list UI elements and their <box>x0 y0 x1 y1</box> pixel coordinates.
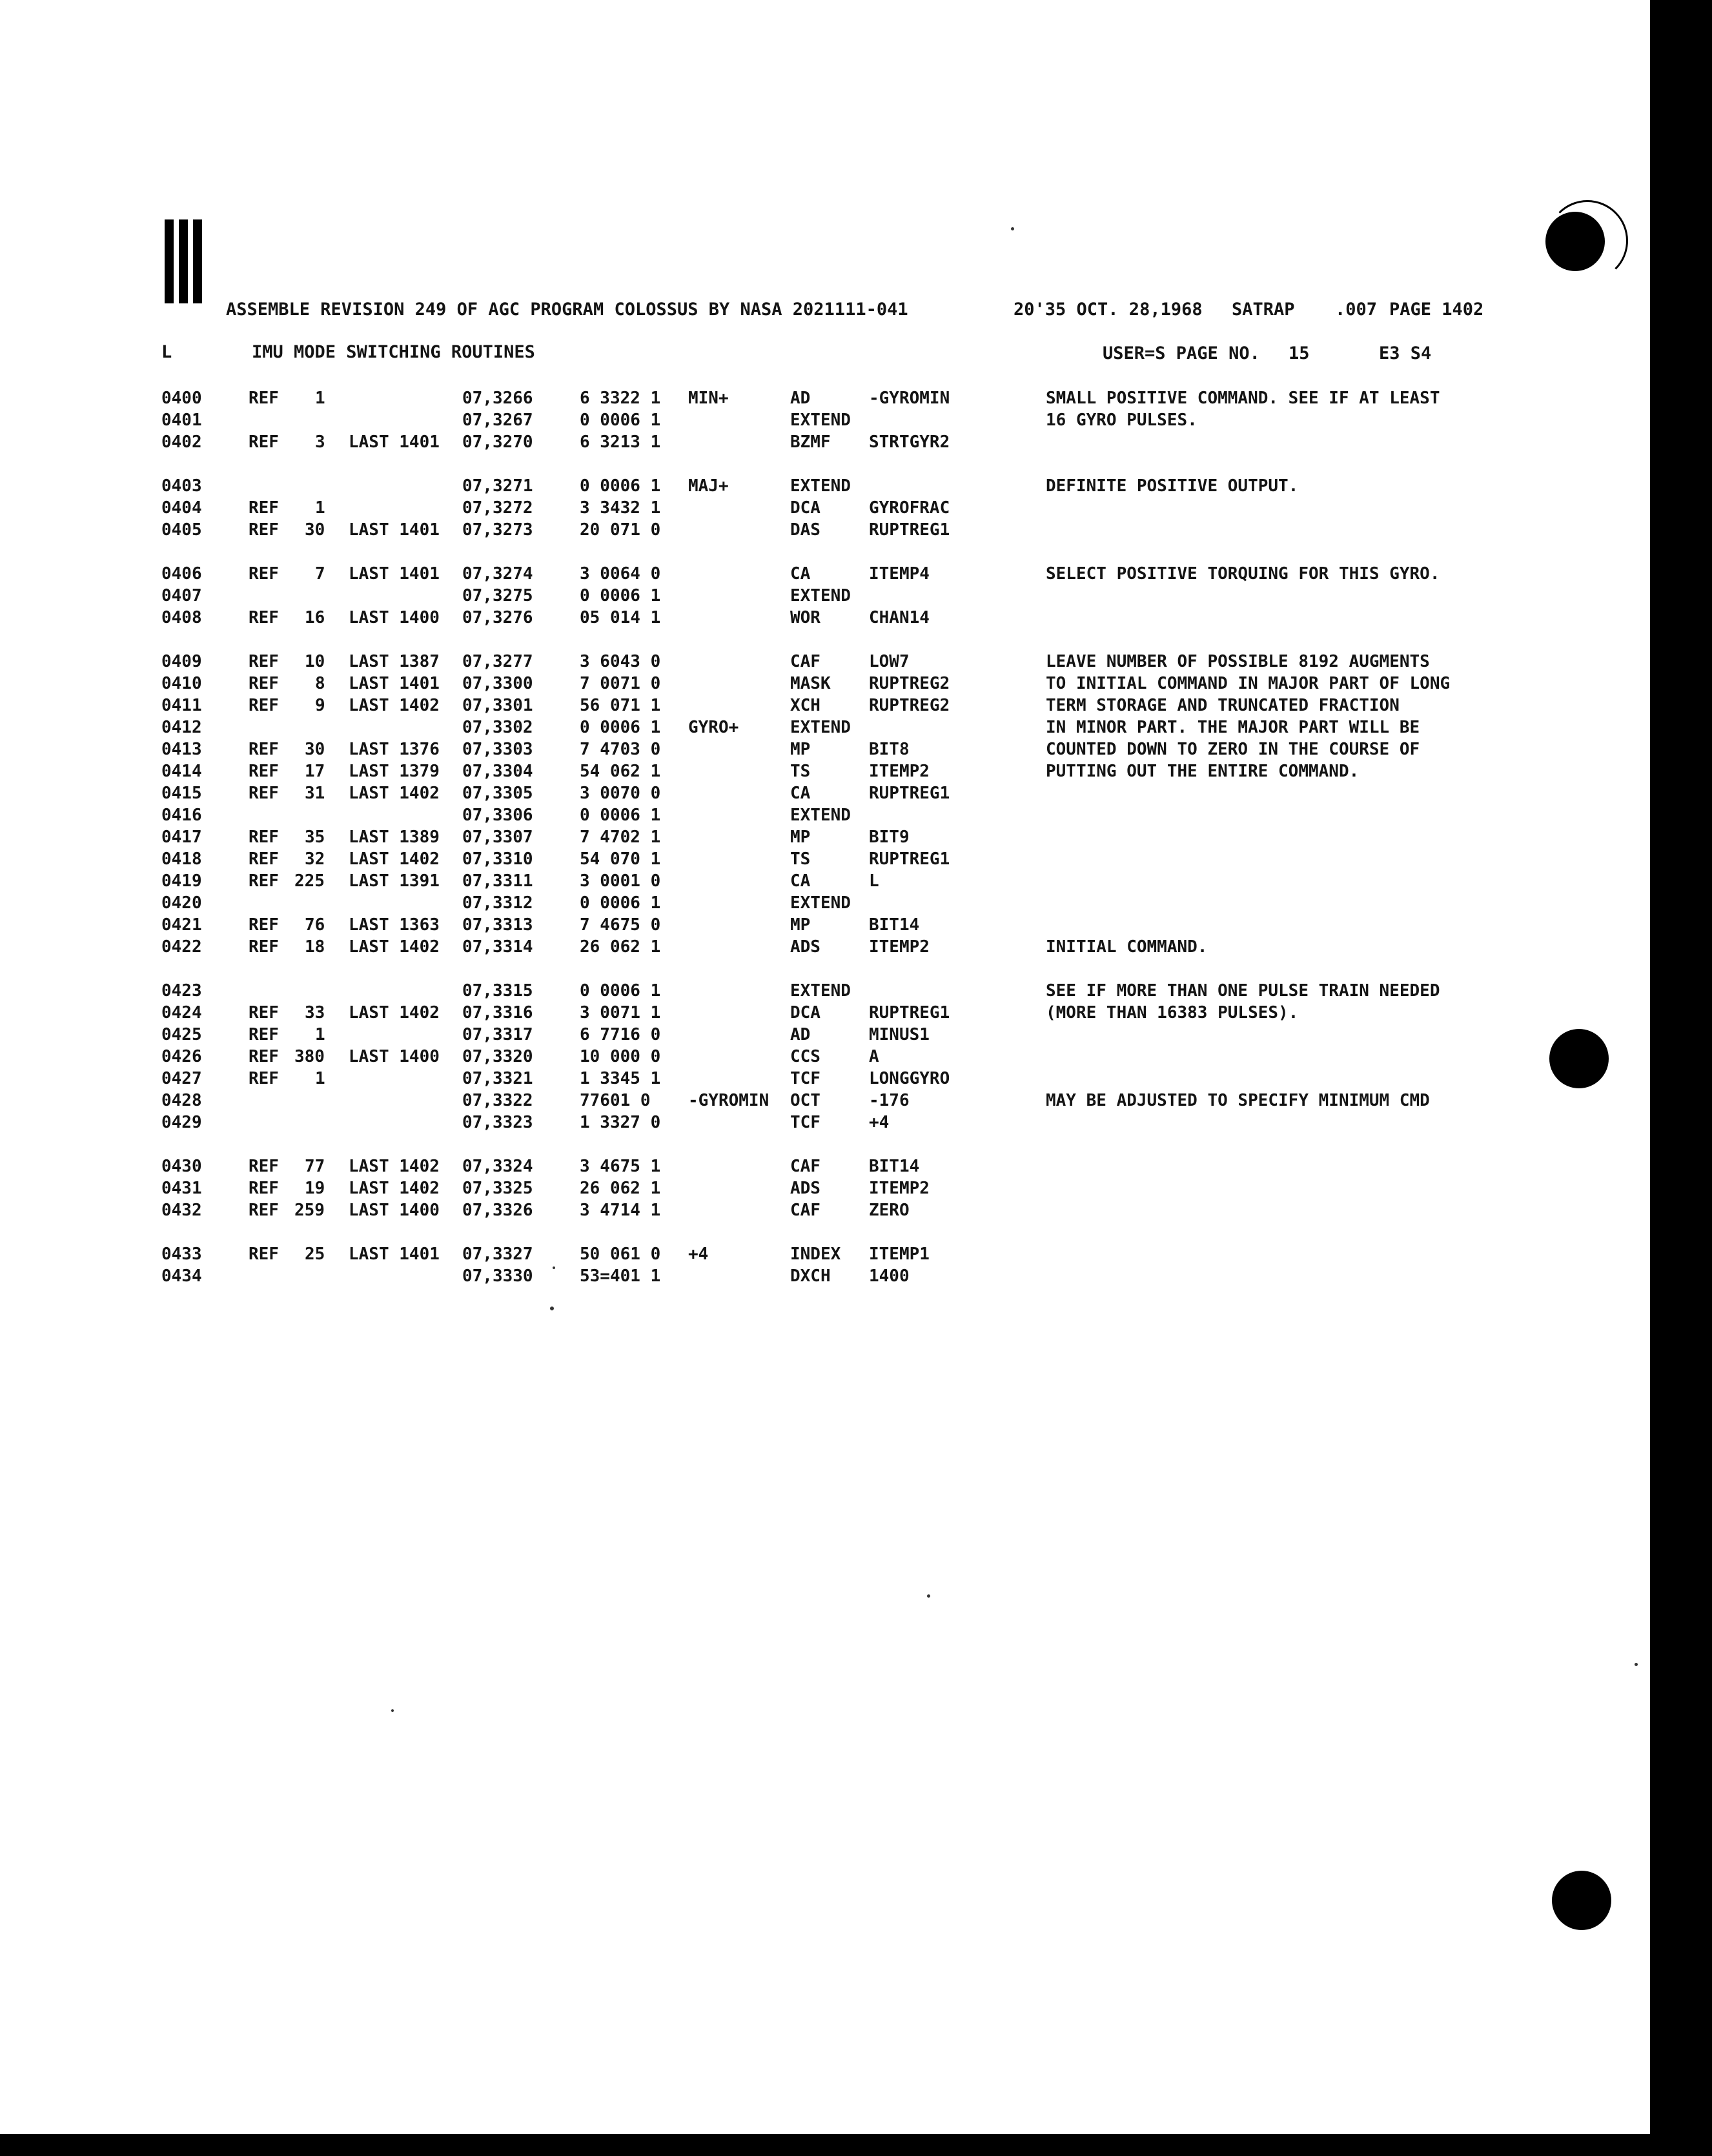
ref-marker: REF <box>249 762 279 781</box>
line-number: 0414 <box>161 762 202 781</box>
ref-marker: REF <box>249 520 279 540</box>
ref-count: 16 <box>305 608 325 627</box>
address: 07,3274 <box>462 564 533 584</box>
operand: RUPTREG2 <box>869 696 950 715</box>
operand: RUPTREG1 <box>869 849 950 869</box>
last-ref: LAST 1401 <box>349 564 440 584</box>
page-number: PAGE 1402 <box>1389 300 1484 320</box>
operand: BIT9 <box>869 828 910 847</box>
address: 07,3312 <box>462 893 533 913</box>
opcode: AD <box>790 1025 811 1044</box>
operand: STRTGYR2 <box>869 432 950 452</box>
line-number: 0422 <box>161 937 202 957</box>
ref-marker: REF <box>249 740 279 759</box>
address: 07,3272 <box>462 498 533 518</box>
last-ref: LAST 1401 <box>349 520 440 540</box>
section-ref: E3 S4 <box>1379 343 1432 363</box>
operand: ITEMP2 <box>869 937 930 957</box>
octal-code: 56 071 1 <box>580 696 661 715</box>
opcode: XCH <box>790 696 820 715</box>
symbol-label: +4 <box>688 1245 709 1264</box>
scan-speck <box>550 1307 554 1310</box>
ref-count: 225 <box>294 871 325 891</box>
opcode: EXTEND <box>790 476 851 496</box>
opcode: CA <box>790 564 811 584</box>
opcode: MP <box>790 740 811 759</box>
listing-code: L <box>161 342 172 362</box>
ref-marker: REF <box>249 784 279 803</box>
octal-code: 6 3213 1 <box>580 432 661 452</box>
listing-version: .007 <box>1335 300 1378 320</box>
address: 07,3267 <box>462 411 533 430</box>
octal-code: 20 071 0 <box>580 520 661 540</box>
last-ref: LAST 1401 <box>349 674 440 693</box>
ref-count: 1 <box>315 1025 325 1044</box>
opcode: DCA <box>790 1003 820 1022</box>
opcode: MASK <box>790 674 831 693</box>
scan-speck <box>391 1709 394 1712</box>
address: 07,3325 <box>462 1179 533 1198</box>
octal-code: 7 0071 0 <box>580 674 661 693</box>
operand: ITEMP2 <box>869 762 930 781</box>
comment: MAY BE ADJUSTED TO SPECIFY MINIMUM CMD <box>1046 1091 1430 1110</box>
octal-code: 3 0071 1 <box>580 1003 661 1022</box>
operand: ITEMP1 <box>869 1245 930 1264</box>
opcode: CAF <box>790 652 820 671</box>
address: 07,3326 <box>462 1201 533 1220</box>
comment: 16 GYRO PULSES. <box>1046 411 1197 430</box>
opcode: WOR <box>790 608 820 627</box>
operand: A <box>869 1047 879 1066</box>
ref-marker: REF <box>249 498 279 518</box>
octal-code: 0 0006 1 <box>580 806 661 825</box>
line-number: 0433 <box>161 1245 202 1264</box>
ref-count: 31 <box>305 784 325 803</box>
octal-code: 3 4675 1 <box>580 1157 661 1176</box>
line-number: 0400 <box>161 389 202 408</box>
ref-marker: REF <box>249 696 279 715</box>
ref-count: 1 <box>315 389 325 408</box>
last-ref: LAST 1402 <box>349 937 440 957</box>
operand: 1400 <box>869 1266 910 1286</box>
ref-marker: REF <box>249 1047 279 1066</box>
last-ref: LAST 1402 <box>349 784 440 803</box>
line-number: 0412 <box>161 718 202 737</box>
address: 07,3320 <box>462 1047 533 1066</box>
octal-code: 7 4675 0 <box>580 915 661 935</box>
ref-count: 380 <box>294 1047 325 1066</box>
octal-code: 54 062 1 <box>580 762 661 781</box>
comment: (MORE THAN 16383 PULSES). <box>1046 1003 1299 1022</box>
ref-count: 10 <box>305 652 325 671</box>
line-number: 0401 <box>161 411 202 430</box>
octal-code: 0 0006 1 <box>580 586 661 605</box>
ref-count: 35 <box>305 828 325 847</box>
address: 07,3317 <box>462 1025 533 1044</box>
last-ref: LAST 1391 <box>349 871 440 891</box>
address: 07,3270 <box>462 432 533 452</box>
opcode: ADS <box>790 1179 820 1198</box>
opcode: CAF <box>790 1157 820 1176</box>
opcode: EXTEND <box>790 893 851 913</box>
line-number: 0427 <box>161 1069 202 1088</box>
address: 07,3266 <box>462 389 533 408</box>
ref-count: 17 <box>305 762 325 781</box>
scan-speck <box>927 1594 930 1598</box>
opcode: EXTEND <box>790 806 851 825</box>
address: 07,3315 <box>462 981 533 1001</box>
ref-count: 19 <box>305 1179 325 1198</box>
address: 07,3321 <box>462 1069 533 1088</box>
octal-code: 3 3432 1 <box>580 498 661 518</box>
comment: DEFINITE POSITIVE OUTPUT. <box>1046 476 1299 496</box>
octal-code: 3 0001 0 <box>580 871 661 891</box>
octal-code: 10 000 0 <box>580 1047 661 1066</box>
opcode: ADS <box>790 937 820 957</box>
scan-border-bottom <box>0 2134 1712 2156</box>
line-number: 0419 <box>161 871 202 891</box>
address: 07,3310 <box>462 849 533 869</box>
listing-timestamp: 20'35 OCT. 28,1968 <box>1014 300 1203 320</box>
octal-code: 0 0006 1 <box>580 476 661 496</box>
operand: LOW7 <box>869 652 910 671</box>
operand: ITEMP2 <box>869 1179 930 1198</box>
operand: BIT14 <box>869 1157 920 1176</box>
address: 07,3275 <box>462 586 533 605</box>
ref-count: 25 <box>305 1245 325 1264</box>
line-number: 0407 <box>161 586 202 605</box>
operand: -GYROMIN <box>869 389 950 408</box>
symbol-label: MIN+ <box>688 389 729 408</box>
ref-count: 33 <box>305 1003 325 1022</box>
address: 07,3277 <box>462 652 533 671</box>
operand: -176 <box>869 1091 910 1110</box>
listing-user: SATRAP <box>1232 300 1295 320</box>
octal-code: 6 3322 1 <box>580 389 661 408</box>
ref-count: 7 <box>315 564 325 584</box>
opcode: DAS <box>790 520 820 540</box>
comment: PUTTING OUT THE ENTIRE COMMAND. <box>1046 762 1360 781</box>
opcode: DCA <box>790 498 820 518</box>
line-number: 0431 <box>161 1179 202 1198</box>
line-number: 0403 <box>161 476 202 496</box>
address: 07,3307 <box>462 828 533 847</box>
line-number: 0421 <box>161 915 202 935</box>
last-ref: LAST 1402 <box>349 1003 440 1022</box>
address: 07,3324 <box>462 1157 533 1176</box>
line-number: 0418 <box>161 849 202 869</box>
line-number: 0428 <box>161 1091 202 1110</box>
address: 07,3327 <box>462 1245 533 1264</box>
octal-code: 3 6043 0 <box>580 652 661 671</box>
octal-code: 1 3327 0 <box>580 1113 661 1132</box>
octal-code: 3 4714 1 <box>580 1201 661 1220</box>
line-number: 0408 <box>161 608 202 627</box>
octal-code: 50 061 0 <box>580 1245 661 1264</box>
last-ref: LAST 1363 <box>349 915 440 935</box>
comment: IN MINOR PART. THE MAJOR PART WILL BE <box>1046 718 1420 737</box>
opcode: EXTEND <box>790 718 851 737</box>
opcode: TS <box>790 849 811 869</box>
opcode: CA <box>790 871 811 891</box>
line-number: 0429 <box>161 1113 202 1132</box>
operand: RUPTREG2 <box>869 674 950 693</box>
punch-hole-bottom <box>1552 1871 1611 1930</box>
operand: CHAN14 <box>869 608 930 627</box>
address: 07,3301 <box>462 696 533 715</box>
last-ref: LAST 1401 <box>349 1245 440 1264</box>
line-number: 0415 <box>161 784 202 803</box>
last-ref: LAST 1402 <box>349 1157 440 1176</box>
symbol-label: MAJ+ <box>688 476 729 496</box>
scan-speck <box>1011 227 1014 230</box>
line-number: 0413 <box>161 740 202 759</box>
opcode: MP <box>790 828 811 847</box>
opcode: INDEX <box>790 1245 841 1264</box>
line-number: 0405 <box>161 520 202 540</box>
operand: MINUS1 <box>869 1025 930 1044</box>
ref-marker: REF <box>249 1201 279 1220</box>
operand: RUPTREG1 <box>869 784 950 803</box>
symbol-label: GYRO+ <box>688 718 739 737</box>
line-number: 0402 <box>161 432 202 452</box>
octal-code: 3 0070 0 <box>580 784 661 803</box>
octal-code: 7 4702 1 <box>580 828 661 847</box>
address: 07,3302 <box>462 718 533 737</box>
user-page-label: USER=S PAGE NO. <box>1103 343 1260 363</box>
last-ref: LAST 1400 <box>349 1201 440 1220</box>
line-number: 0409 <box>161 652 202 671</box>
opcode: AD <box>790 389 811 408</box>
octal-code: 7 4703 0 <box>580 740 661 759</box>
octal-code: 26 062 1 <box>580 937 661 957</box>
operand: +4 <box>869 1113 890 1132</box>
ref-count: 1 <box>315 1069 325 1088</box>
ref-marker: REF <box>249 1069 279 1088</box>
octal-code: 6 7716 0 <box>580 1025 661 1044</box>
octal-code: 0 0006 1 <box>580 981 661 1001</box>
address: 07,3313 <box>462 915 533 935</box>
operand: BIT8 <box>869 740 910 759</box>
last-ref: LAST 1402 <box>349 696 440 715</box>
octal-code: 1 3345 1 <box>580 1069 661 1088</box>
line-number: 0411 <box>161 696 202 715</box>
address: 07,3322 <box>462 1091 533 1110</box>
comment: SELECT POSITIVE TORQUING FOR THIS GYRO. <box>1046 564 1440 584</box>
punch-hole-middle <box>1549 1029 1609 1088</box>
ref-count: 1 <box>315 498 325 518</box>
opcode: DXCH <box>790 1266 831 1286</box>
comment: LEAVE NUMBER OF POSSIBLE 8192 AUGMENTS <box>1046 652 1430 671</box>
opcode: TCF <box>790 1113 820 1132</box>
operand: GYROFRAC <box>869 498 950 518</box>
scan-speck <box>1635 1663 1638 1666</box>
opcode: CAF <box>790 1201 820 1220</box>
line-number: 0420 <box>161 893 202 913</box>
address: 07,3330 <box>462 1266 533 1286</box>
last-ref: LAST 1402 <box>349 1179 440 1198</box>
last-ref: LAST 1400 <box>349 1047 440 1066</box>
section-title: IMU MODE SWITCHING ROUTINES <box>252 342 535 362</box>
octal-code: 05 014 1 <box>580 608 661 627</box>
line-number: 0430 <box>161 1157 202 1176</box>
opcode: TS <box>790 762 811 781</box>
user-page-number: 15 <box>1289 343 1310 363</box>
ref-count: 9 <box>315 696 325 715</box>
line-number: 0423 <box>161 981 202 1001</box>
last-ref: LAST 1379 <box>349 762 440 781</box>
line-number: 0416 <box>161 806 202 825</box>
punch-hole-ring <box>1547 200 1628 281</box>
octal-code: 26 062 1 <box>580 1179 661 1198</box>
symbol-label: -GYROMIN <box>688 1091 769 1110</box>
line-number: 0426 <box>161 1047 202 1066</box>
address: 07,3303 <box>462 740 533 759</box>
octal-code: 53=401 1 <box>580 1266 661 1286</box>
ref-marker: REF <box>249 1025 279 1044</box>
ref-marker: REF <box>249 674 279 693</box>
octal-code: 3 0064 0 <box>580 564 661 584</box>
ref-marker: REF <box>249 652 279 671</box>
line-number: 0406 <box>161 564 202 584</box>
address: 07,3300 <box>462 674 533 693</box>
comment: TERM STORAGE AND TRUNCATED FRACTION <box>1046 696 1400 715</box>
ref-count: 3 <box>315 432 325 452</box>
last-ref: LAST 1387 <box>349 652 440 671</box>
operand: LONGGYRO <box>869 1069 950 1088</box>
ref-marker: REF <box>249 608 279 627</box>
comment: SEE IF MORE THAN ONE PULSE TRAIN NEEDED <box>1046 981 1440 1001</box>
operand: L <box>869 871 879 891</box>
comment: COUNTED DOWN TO ZERO IN THE COURSE OF <box>1046 740 1420 759</box>
opcode: OCT <box>790 1091 820 1110</box>
ref-count: 30 <box>305 520 325 540</box>
address: 07,3305 <box>462 784 533 803</box>
ref-marker: REF <box>249 828 279 847</box>
octal-code: 0 0006 1 <box>580 718 661 737</box>
octal-code: 0 0006 1 <box>580 893 661 913</box>
address: 07,3323 <box>462 1113 533 1132</box>
opcode: TCF <box>790 1069 820 1088</box>
address: 07,3306 <box>462 806 533 825</box>
scan-border-right <box>1650 0 1712 2156</box>
comment: TO INITIAL COMMAND IN MAJOR PART OF LONG <box>1046 674 1451 693</box>
comment: SMALL POSITIVE COMMAND. SEE IF AT LEAST <box>1046 389 1440 408</box>
ref-marker: REF <box>249 1003 279 1022</box>
ref-count: 76 <box>305 915 325 935</box>
ref-count: 259 <box>294 1201 325 1220</box>
ref-count: 30 <box>305 740 325 759</box>
ref-count: 77 <box>305 1157 325 1176</box>
address: 07,3271 <box>462 476 533 496</box>
listing-title: ASSEMBLE REVISION 249 OF AGC PROGRAM COLOSSUS BY NASA 2021111-041 <box>226 300 908 320</box>
line-number: 0434 <box>161 1266 202 1286</box>
line-number: 0425 <box>161 1025 202 1044</box>
ref-marker: REF <box>249 1179 279 1198</box>
octal-code: 0 0006 1 <box>580 411 661 430</box>
ref-marker: REF <box>249 871 279 891</box>
operand: RUPTREG1 <box>869 520 950 540</box>
ref-marker: REF <box>249 1157 279 1176</box>
line-number: 0432 <box>161 1201 202 1220</box>
ref-marker: REF <box>249 432 279 452</box>
operand: RUPTREG1 <box>869 1003 950 1022</box>
operand: ITEMP4 <box>869 564 930 584</box>
opcode: EXTEND <box>790 411 851 430</box>
ref-marker: REF <box>249 1245 279 1264</box>
address: 07,3304 <box>462 762 533 781</box>
ref-marker: REF <box>249 849 279 869</box>
last-ref: LAST 1376 <box>349 740 440 759</box>
last-ref: LAST 1389 <box>349 828 440 847</box>
address: 07,3276 <box>462 608 533 627</box>
opcode: EXTEND <box>790 586 851 605</box>
last-ref: LAST 1400 <box>349 608 440 627</box>
address: 07,3316 <box>462 1003 533 1022</box>
address: 07,3314 <box>462 937 533 957</box>
operand: BIT14 <box>869 915 920 935</box>
operand: ZERO <box>869 1201 910 1220</box>
ref-marker: REF <box>249 389 279 408</box>
last-ref: LAST 1402 <box>349 849 440 869</box>
opcode: CA <box>790 784 811 803</box>
ref-marker: REF <box>249 937 279 957</box>
last-ref: LAST 1401 <box>349 432 440 452</box>
opcode: EXTEND <box>790 981 851 1001</box>
ref-count: 18 <box>305 937 325 957</box>
ref-marker: REF <box>249 564 279 584</box>
line-number: 0417 <box>161 828 202 847</box>
address: 07,3273 <box>462 520 533 540</box>
line-number: 0410 <box>161 674 202 693</box>
line-number: 0424 <box>161 1003 202 1022</box>
comment: INITIAL COMMAND. <box>1046 937 1208 957</box>
opcode: CCS <box>790 1047 820 1066</box>
ref-count: 8 <box>315 674 325 693</box>
opcode: MP <box>790 915 811 935</box>
line-number: 0404 <box>161 498 202 518</box>
octal-code: 54 070 1 <box>580 849 661 869</box>
scan-speck <box>553 1266 555 1269</box>
opcode: BZMF <box>790 432 831 452</box>
octal-code: 77601 0 <box>580 1091 651 1110</box>
ref-count: 32 <box>305 849 325 869</box>
address: 07,3311 <box>462 871 533 891</box>
ref-marker: REF <box>249 915 279 935</box>
